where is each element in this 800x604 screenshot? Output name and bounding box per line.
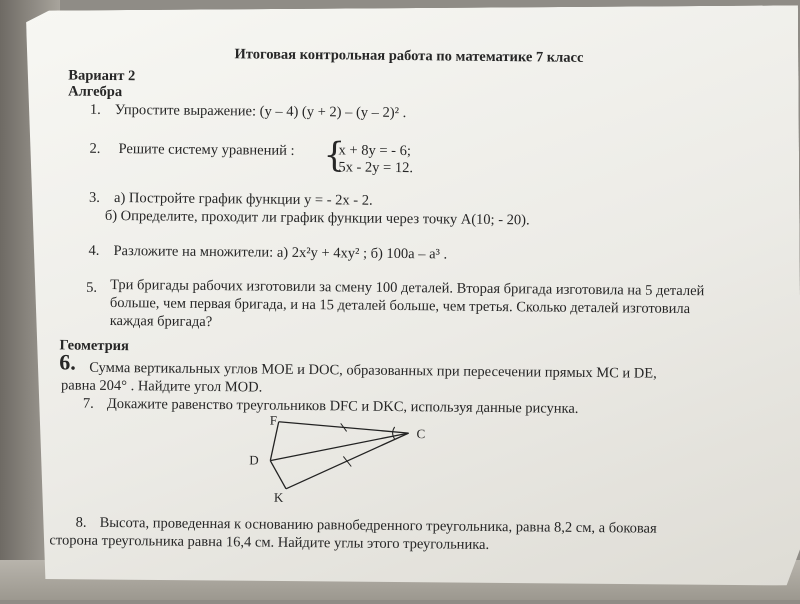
- q8-number: 8.: [75, 514, 87, 531]
- tick-mark-kc: [343, 456, 351, 466]
- q5-line-3: каждая бригада?: [109, 312, 213, 331]
- q1-text: Упростите выражение: (y – 4) (y + 2) – (y – 2)² .: [114, 102, 407, 122]
- q5-line-2: больше, чем первая бригада, и на 15 деталей больше, чем третья. Сколько деталей изготовила: [109, 294, 691, 318]
- q2-equation-2: 5x - 2y = 12.: [338, 159, 414, 177]
- q2-text: Решите систему уравнений :: [118, 141, 295, 159]
- label-k: K: [273, 489, 284, 505]
- section-geometry: Геометрия: [59, 337, 129, 355]
- q5-line-1: Три бригады рабочих изготовили за смену 100 деталей. Вторая бригада изготовила на 5 деталей: [110, 276, 705, 300]
- segment-dc: [270, 432, 408, 462]
- q7-text: Докажите равенство треугольников DFC и DKC, используя данные рисунка.: [106, 395, 579, 417]
- q2-number: 2.: [89, 140, 101, 157]
- system-brace: {: [323, 135, 346, 176]
- q6-number: 6.: [59, 349, 76, 375]
- label-d: D: [249, 452, 259, 468]
- segment-dk: [270, 461, 286, 489]
- q4-number: 4.: [88, 242, 100, 259]
- label-f: F: [269, 412, 278, 428]
- q3-part-a: а) Постройте график функции y = - 2x - 2.: [113, 190, 373, 209]
- q4-text: Разложите на множители: а) 2x²y + 4xy² ; б) 100a – a³ .: [113, 242, 448, 263]
- variant-label: Вариант 2: [68, 67, 136, 85]
- q8-line-2: сторона треугольника равна 16,4 см. Найдите углы этого треугольника.: [49, 532, 490, 553]
- q6-line-1: Сумма вертикальных углов MOE и DOC, образованных при пересечении прямых MC и DE,: [89, 359, 657, 382]
- label-c: C: [416, 426, 426, 442]
- q6-line-2: равна 204° . Найдите угол MOD.: [61, 377, 263, 396]
- angle-arc-c: [393, 427, 395, 439]
- q3-number: 3.: [88, 189, 101, 206]
- exam-title: Итоговая контрольная работа по математике 7 класс: [234, 46, 584, 66]
- section-algebra: Алгебра: [68, 83, 123, 101]
- q8-line-1: Высота, проведенная к основанию равнобедренного треугольника, равна 8,2 см, а боковая: [99, 514, 657, 537]
- q7-number: 7.: [82, 395, 94, 412]
- q1-number: 1.: [89, 101, 101, 118]
- q3-part-b: б) Определите, проходит ли график функции через точку А(10; - 20).: [104, 207, 530, 229]
- q2-equation-1: x + 8y = - 6;: [338, 142, 411, 160]
- q5-number: 5.: [86, 279, 98, 296]
